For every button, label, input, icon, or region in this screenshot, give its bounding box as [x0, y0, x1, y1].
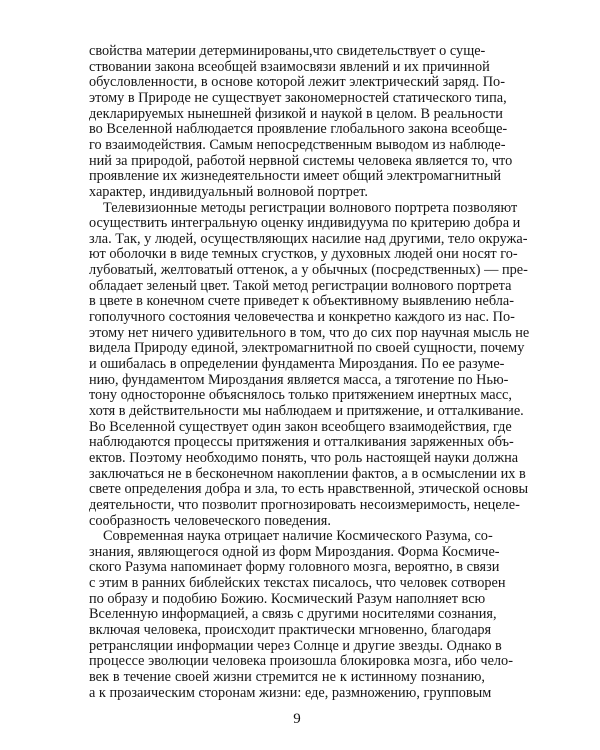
- text-line: с этим в ранних библейских текстах писалось, что человек сотворен: [89, 575, 506, 592]
- text-line: а к прозаическим сторонам жизни: еде, размножению, групповым: [89, 684, 492, 701]
- text-line: го взаимодействия. Самым непосредственным выводом из наблюде-: [89, 136, 506, 153]
- text-line: Во Вселенной существует один закон всеобщего взаимодействия, где: [89, 418, 512, 435]
- text-line: зла. Так, у людей, осуществляющих насилие над другими, тело окружа-: [89, 230, 528, 247]
- text-line: сообразность человеческого поведения.: [89, 512, 331, 529]
- text-line: знания, являющегося одной из форм Мироздания. Форма Космиче-: [89, 543, 500, 560]
- paragraph-first-line: Телевизионные методы регистрации волнового портрета позволяют: [103, 199, 518, 216]
- text-line: свойства материи детерминированы,что свидетельствует о суще-: [89, 43, 486, 59]
- text-line: декларируемых нынешней физикой и наукой в целом. В реальности: [89, 105, 503, 122]
- text-line: тону односторонне объяснялось только притяжением инертных масс,: [89, 387, 512, 404]
- text-line: проявление их жизнедеятельности имеет общий электромагнитный: [89, 168, 501, 185]
- text-line: деятельности, что позволит прогнозировать несоизмеримость, нецеле-: [89, 496, 520, 513]
- text-line: нию, фундаментом Мироздания является масса, а тяготение по Нью-: [89, 371, 509, 388]
- text-line: век в течение своей жизни стремится не к истинному познанию,: [89, 669, 485, 685]
- paragraph-first-line: Современная наука отрицает наличие Космического Разума, со-: [103, 528, 493, 545]
- text-line: этому в Природе не существует закономерностей статического типа,: [89, 89, 507, 106]
- text-line: заключаться не в бесконечном накоплении фактов, а в осмыслении их в: [89, 465, 526, 482]
- text-line: свете определения добра и зла, то есть нравственной, этической основы: [89, 481, 529, 498]
- text-line: обладает зеленый цвет. Такой метод регистрации волнового портрета: [89, 277, 512, 294]
- text-line: хотя в действительности мы наблюдаем и притяжение, и отталкивание.: [89, 402, 524, 419]
- text-line: лубоватый, желтоватый оттенок, а у обычных (посредственных) — пре-: [89, 262, 528, 279]
- text-line: во Вселенной наблюдается проявление глобального закона всеобще-: [89, 121, 508, 138]
- text-line: видела Природу единой, электромагнитной по своей сущности, почему: [89, 340, 525, 357]
- text-line: по образу и подобию Божию. Космический Разум наполняет всю: [89, 590, 486, 607]
- text-line: этому нет ничего удивительного в том, что до сих пор научная мысль не: [89, 324, 530, 341]
- text-line: Вселенную информацией, а связь с другими носителями сознания,: [89, 606, 497, 623]
- text-line: и ошибалась в определении фундамента Мироздания. По ее разуме-: [89, 356, 505, 372]
- text-line: характер, индивидуальный волновой портрет.: [89, 183, 368, 200]
- text-line: осуществить интегральную оценку индивидуума по критерию добра и: [89, 215, 521, 232]
- page-number: 9: [293, 711, 301, 727]
- text-line: ского Разума напоминает форму головного мозга, вероятно, в связи: [89, 559, 500, 576]
- text-line: ретрансляции информации через Солнце и другие звезды. Однако в: [89, 637, 502, 654]
- text-line: наблюдаются процессы притяжения и отталкивания заряженных объ-: [89, 434, 514, 451]
- text-line: ствовании закона всеобщей взаимосвязи явлений и их причинной: [89, 58, 490, 75]
- text-line: процессе эволюции человека произошла блокировка мозга, ибо чело-: [89, 653, 513, 670]
- text-line: обусловленности, в основе которой лежит электрический заряд. По-: [89, 74, 505, 91]
- text-line: ний за природой, работой нервной системы человека является то, что: [89, 152, 513, 169]
- text-line: ют оболочки в виде темных сгустков, у духовных людей они носят го-: [89, 246, 518, 263]
- text-line: ектов. Поэтому необходимо понять, что роль настоящей науки должна: [89, 449, 519, 466]
- text-line: в цвете в конечном счете приведет к объективному выявлению небла-: [89, 293, 515, 310]
- text-line: гополучного состояния человечества и конкретно каждого из нас. По-: [89, 309, 515, 326]
- text-line: включая человека, происходит практически мгновенно, благодаря: [89, 622, 492, 639]
